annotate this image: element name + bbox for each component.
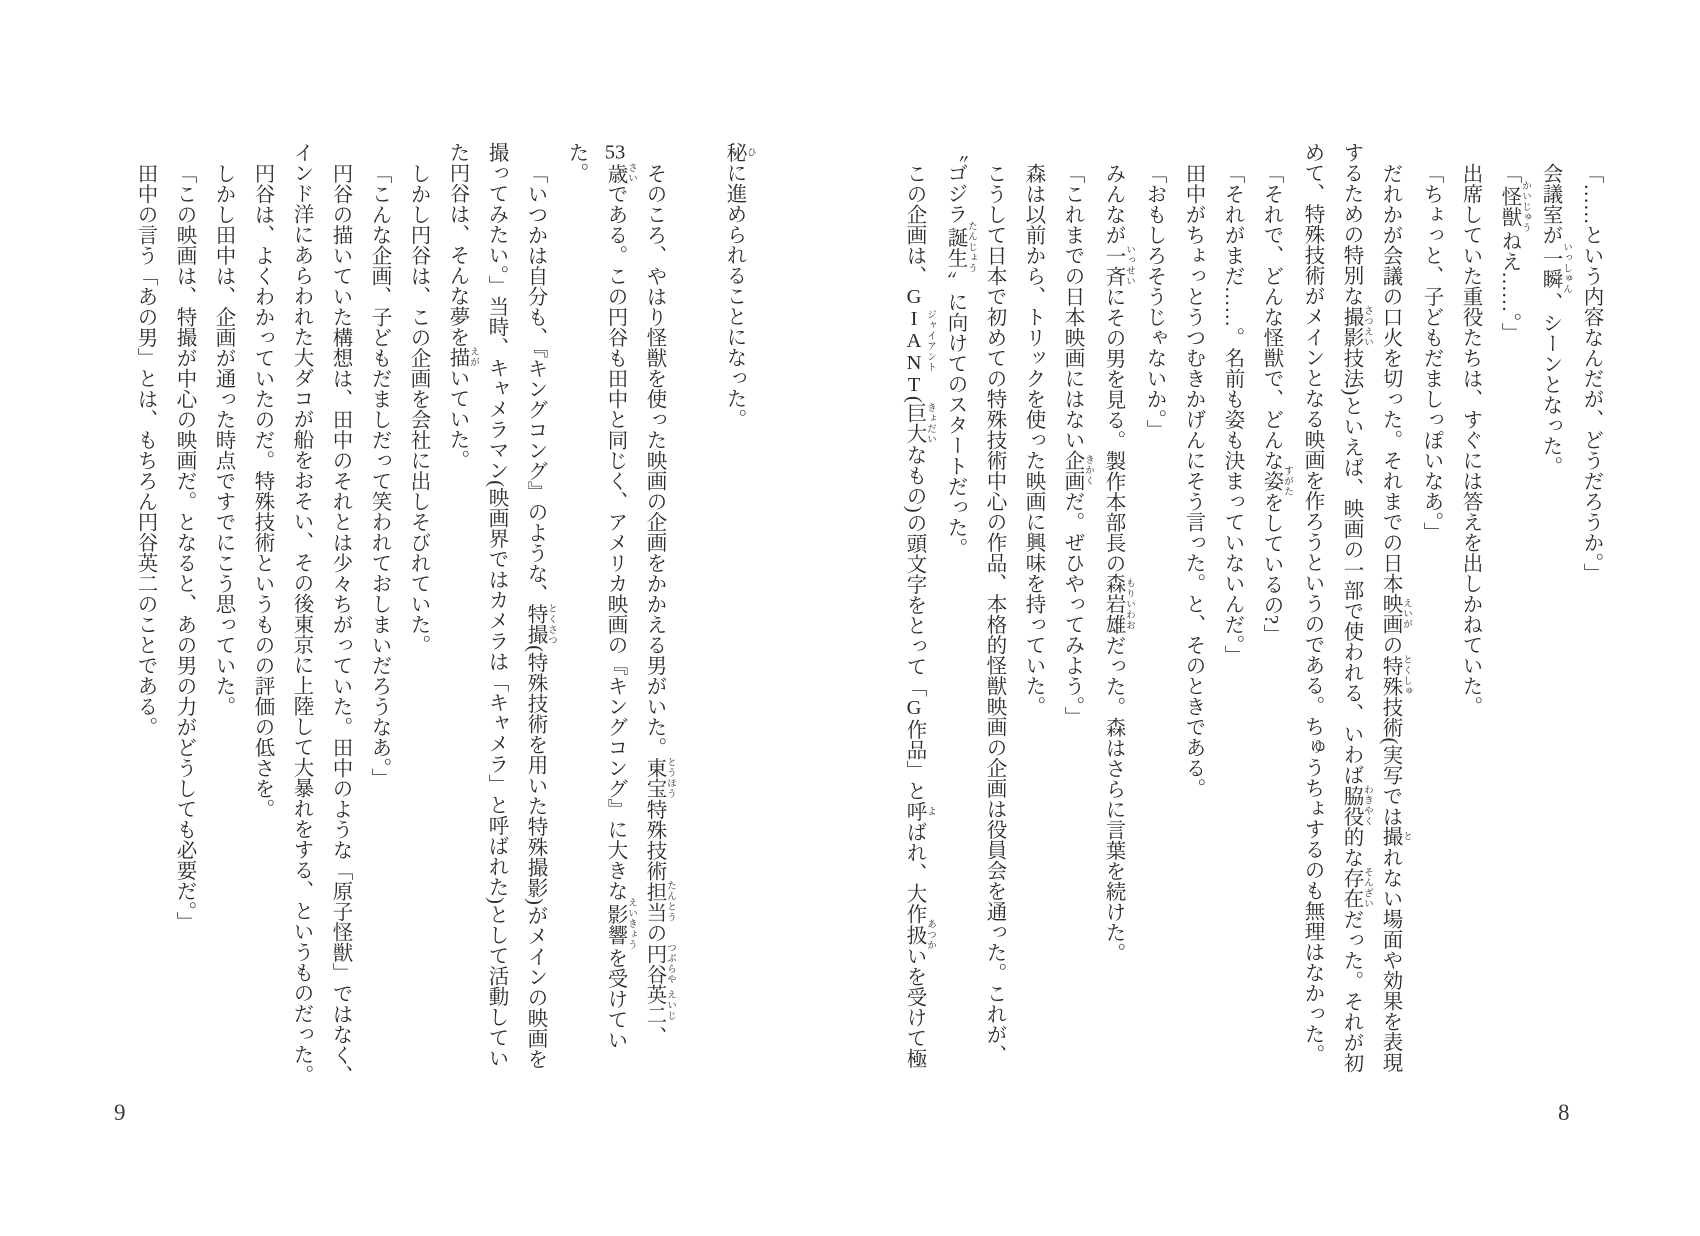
- ruby-annotated-text: 特撮 とくさつ: [524, 603, 556, 645]
- ruby-annotated-text: 描 えが: [446, 346, 478, 368]
- text-run: 田中の言う「あの男」とは、もちろん円谷英二のことである。: [134, 162, 156, 737]
- paragraph: [1093, 142, 1134, 1085]
- text-run: ねえ……。」: [1498, 229, 1520, 343]
- text-run: 的な: [1340, 826, 1362, 868]
- text-run: 「それがまだ……。名前も姿も決まっていないんだ。」: [1221, 162, 1243, 665]
- paragraph: [1411, 142, 1450, 1085]
- text-run: 〟に向けてのスタートだった。: [944, 270, 966, 558]
- text-run: 「こんな企画、子どもだましだって笑われておしまいだろうなあ。」: [368, 162, 390, 788]
- paragraph: [164, 142, 203, 1085]
- text-run: G: [903, 696, 925, 719]
- text-run: 田中がちょっとうつむきかげんにそう言った。と、そのときである。: [1182, 162, 1204, 798]
- paragraph: [1292, 142, 1411, 1085]
- paragraph: [1173, 142, 1212, 1085]
- ruby-annotated-text: 誕生 たんじょう: [944, 221, 976, 274]
- text-run: しかし田中は、企画が通った時点ですでにこう思っていた。: [212, 162, 234, 716]
- text-run: 会議室が: [1539, 162, 1561, 245]
- paragraph: [556, 142, 675, 1085]
- page-number-left: 9: [114, 1100, 126, 1125]
- text-run: なもの)の頭文字をとって「: [903, 443, 925, 697]
- text-run: だ。ぜひやってみよう。」: [1061, 490, 1083, 727]
- text-run: こうして日本で初めての特殊技術中心の作品、本格的怪獣映画の企画は役員会を通った。これが、〝ゴジラ: [944, 142, 1005, 1065]
- ruby-annotated-text: 姿 すがた: [1260, 465, 1292, 497]
- ruby-annotated-text: 秘 ひ: [723, 142, 755, 163]
- text-run: 森は以前から、トリックを使った映画に興味を持っていた。: [1022, 162, 1044, 716]
- text-run: 円谷は、よくわかっていたのだ。特殊技術というものの評価の低さを。: [251, 162, 273, 819]
- text-run: に進められることになった。: [723, 162, 745, 429]
- page-number-right: 8: [1558, 1100, 1570, 1125]
- text-run: である。この円谷も田中と同じく、アメリカ映画の『キングコング』に大きな: [604, 183, 626, 901]
- ruby-annotated-text: 怪獣 かいじゅう: [1498, 180, 1530, 233]
- paragraph: [1251, 142, 1292, 1085]
- paragraph: [281, 142, 359, 1085]
- ruby-annotated-text: 英二 えいじ: [643, 984, 675, 1026]
- ruby-annotated-text: 東宝 とうほう: [643, 756, 675, 799]
- paragraph: [1489, 142, 1530, 1085]
- ruby-annotated-text: 映画 えいが: [1379, 593, 1411, 634]
- text-run: にその男を見る。製作本部長の: [1102, 286, 1124, 573]
- paragraph: [935, 142, 1013, 1085]
- text-run: れない場面や効果を表現するための特別な: [1340, 142, 1401, 1072]
- text-run: だれかが会議の口火を切った。それまでの日本: [1379, 162, 1401, 593]
- ruby-annotated-text: 円谷 つぶらや: [643, 942, 675, 985]
- text-run: 作品」と: [903, 718, 925, 801]
- text-run: 出席していた重役たちは、すぐには答えを出しかねていた。: [1459, 162, 1481, 716]
- paragraph: [359, 142, 398, 1085]
- paragraph: [242, 142, 281, 1085]
- text-run: みんなが: [1102, 162, 1124, 245]
- text-run: だった。森はさらに言葉を続けた。: [1102, 634, 1124, 963]
- text-run: 「この映画は、特撮が中心の映画だ。となると、あの男の力がどうしても必要だ。」: [173, 162, 195, 932]
- ruby-annotated-text: 呼 よ: [903, 800, 935, 822]
- ruby-annotated-text: 撮 と: [1379, 825, 1411, 847]
- text-run: 「ちょっと、子どもだましっぽいなあ。」: [1420, 162, 1442, 542]
- text-run: だった。それが初めて、特殊技術がメインとなる映画を作ろうというのである。ちゅうちょするのも無理はなかった。: [1301, 142, 1362, 1073]
- text-run: ばれ、大作: [903, 821, 925, 924]
- ruby-annotated-text: 一斉 いっせい: [1102, 244, 1134, 287]
- paragraph: [1571, 142, 1610, 1085]
- paragraph: [1052, 142, 1093, 1085]
- page-8-text-block: [850, 142, 1610, 1085]
- paragraph: [714, 142, 755, 1085]
- text-run: (: [903, 395, 925, 403]
- ruby-annotated-text: 担当 たんとう: [643, 880, 675, 923]
- blank-line: [675, 142, 714, 1085]
- text-run: 「それで、どんな怪獣で、どんな: [1260, 162, 1282, 470]
- text-run: をしているの?」: [1260, 491, 1282, 645]
- text-run: を受けていた。: [565, 142, 626, 1050]
- text-run: 「おもしろそうじゃないか。」: [1143, 162, 1165, 440]
- text-run: いていた。: [446, 367, 468, 470]
- paragraph: [1134, 142, 1173, 1085]
- ruby-annotated-text: 存在 そんざい: [1340, 867, 1372, 910]
- text-run: そのころ、やはり怪獣を使った映画の企画をかかえる男がいた。: [643, 162, 665, 757]
- text-run: 、シーンとなった。: [1539, 291, 1561, 476]
- text-run: 技術(実写では: [1379, 696, 1401, 826]
- paragraph: [398, 142, 437, 1085]
- ruby-annotated-text: 扱 あつか: [903, 918, 935, 951]
- paragraph: [125, 142, 164, 1085]
- ruby-annotated-text: 影響 えいきょう: [604, 897, 636, 951]
- ruby-annotated-text: 特殊 とくしゅ: [1379, 654, 1411, 697]
- page-9-text-block: [110, 142, 755, 1085]
- ruby-annotated-text: GIANT ジャイアント: [903, 285, 935, 396]
- paragraph: [894, 142, 935, 1085]
- ruby-annotated-text: 巨大 きょだい: [903, 402, 935, 445]
- paragraph: [1212, 142, 1251, 1085]
- text-run: 、: [643, 1025, 665, 1046]
- text-run: 技法)といえば、映画の一部で使われる、いわば: [1340, 347, 1362, 785]
- paragraph: [1450, 142, 1489, 1085]
- text-run: 特殊技術: [643, 798, 665, 881]
- ruby-annotated-text: 撮影 さつえい: [1340, 305, 1372, 348]
- ruby-annotated-text: 一瞬 いっしゅん: [1539, 241, 1571, 295]
- text-run: 「いつかは自分も、『キングコング』のような、: [524, 162, 546, 604]
- ruby-annotated-text: 歳 さい: [604, 162, 636, 184]
- ruby-annotated-text: 森岩雄 もりいわお: [1102, 573, 1134, 635]
- text-run: 53: [604, 142, 626, 163]
- text-run: 円谷の描いていた構想は、田中のそれとは少々ちがっていた。田中のような「原子怪獣」ではなく、インド洋にあらわれた大ダコが船をおそい、その後東京に上陸して大暴れをする、というものだった。: [290, 142, 351, 1085]
- text-run: の: [1379, 634, 1401, 655]
- text-run: この企画は、: [903, 162, 925, 286]
- paragraph: [1013, 142, 1052, 1085]
- text-run: 「: [1498, 162, 1520, 183]
- paragraph: [203, 142, 242, 1085]
- paragraph: [1530, 142, 1571, 1085]
- text-run: 「これまでの日本映画にはない: [1061, 162, 1083, 450]
- text-run: いを受けて極: [903, 945, 925, 1069]
- text-run: の: [643, 922, 665, 943]
- text-run: しかし円谷は、この企画を会社に出しそびれていた。: [407, 162, 429, 655]
- ruby-annotated-text: 脇役 わきやく: [1340, 784, 1372, 827]
- text-run: 「……という内容なんだが、どうだろうか。」: [1580, 162, 1602, 583]
- text-run: (特殊技術を用いた特殊撮影)がメインの映画を撮ってみたい。」当時、キャメラマン(映画界ではカメラは「キャメラ」と呼ばれた)として活動していた円谷は、そんな夢を: [446, 142, 546, 1069]
- paragraph: [437, 142, 556, 1085]
- ruby-annotated-text: 企画 きかく: [1061, 449, 1093, 491]
